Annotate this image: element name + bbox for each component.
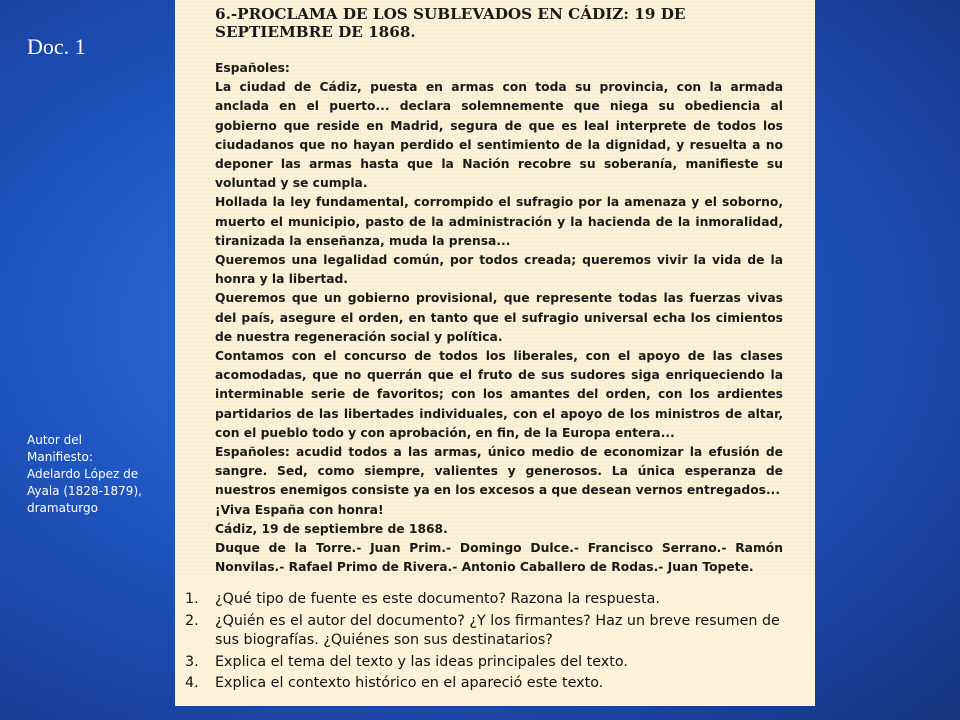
document-paragraph: Cádiz, 19 de septiembre de 1868. (215, 521, 448, 536)
questions-box (175, 578, 815, 706)
author-note (27, 432, 157, 517)
question-item (185, 653, 807, 673)
question-number: 1. (185, 591, 199, 607)
question-text: Explica el tema del texto y las ideas principales del texto. (215, 653, 628, 670)
question-item (185, 612, 807, 651)
document-paragraph: Queremos una legalidad común, por todos creada; queremos vivir la vida de la honra y la libertad. (215, 253, 783, 287)
document-paragraph: Contamos con el concurso de todos los liberales, con el apoyo de las clases acomodadas, que no querrán que el fruto de sus sudores siga enriqueciendo la interminable serie de favoritos; con los amantes del orden, con los ardientes partidarios de las libertades individuales, con el apoyo de los ministros de altar, con el pueblo todo y con aprobación, en fin, de la Europa entera... (215, 349, 783, 440)
questions-list (185, 590, 807, 696)
author-note-line: Ayala (1828-1879), (27, 484, 142, 498)
document-paragraph: La ciudad de Cádiz, puesta en armas con toda su provincia, con la armada anclada en el puerto... declara solemnemente que niega su obediencia al gobierno que reside en Madrid, segura de que es leal interprete de todos los ciudadanos que no hayan perdido el sentimiento de la dignidad, y resuelta a no deponer las armas hasta que la Nación recobre su soberanía, manifieste su voluntad y se cumpla. (215, 80, 783, 191)
question-item (185, 674, 807, 694)
author-note-line: Manifiesto: (27, 450, 93, 464)
author-note-line: dramaturgo (27, 501, 98, 515)
document-paragraph: ¡Viva España con honra! (215, 502, 384, 517)
question-number: 4. (185, 675, 199, 691)
question-number: 2. (185, 612, 199, 629)
document-text (215, 6, 783, 577)
author-note-line: Adelardo López de (27, 467, 139, 481)
question-text: Explica el contexto histórico en el apareció este texto. (215, 675, 604, 691)
document-image (175, 0, 815, 578)
document-paragraph: Españoles: acudid todos a las armas, único medio de economizar la efusión de sangre. Sed, como siempre, valientes y generosos. La única esperanza de nuestros enemigos consiste ya en los excesos a que desean vernos entregados... (215, 445, 783, 498)
question-number: 3. (185, 653, 199, 670)
document-paragraph: Queremos que un gobierno provisional, que represente todas las fuerzas vivas del país, asegure el orden, en tanto que el sufragio universal echa los cimientos de nuestra regeneración social y política. (215, 291, 783, 344)
question-text: ¿Quién es el autor del documento? ¿Y los firmantes? Haz un breve resumen de sus biografías. ¿Quiénes son sus destinatarios? (215, 612, 780, 648)
document-signatories: Duque de la Torre.- Juan Prim.- Domingo Dulce.- Francisco Serrano.- Ramón Nonvilas.- Rafael Primo de Rivera.- Antonio Caballero de Rodas.- Juan Topete. (215, 541, 783, 575)
question-text: ¿Qué tipo de fuente es este documento? Razona la respuesta. (215, 591, 660, 607)
document-paragraph: Hollada la ley fundamental, corrompido el sufragio por la amenaza y el soborno, muerto el municipio, pasto de la administración y la hacienda de la inmoralidad, tiranizada la enseñanza, muda la prensa... (215, 195, 783, 248)
document-title: 6.-PROCLAMA DE LOS SUBLEVADOS EN CÁDIZ: 19 DE SEPTIEMBRE DE 1868. (215, 5, 686, 41)
document-paragraph: Españoles: (215, 61, 290, 75)
doc-label: Doc. 1 (27, 34, 86, 59)
question-item (185, 590, 807, 610)
author-note-line: Autor del (27, 433, 82, 447)
